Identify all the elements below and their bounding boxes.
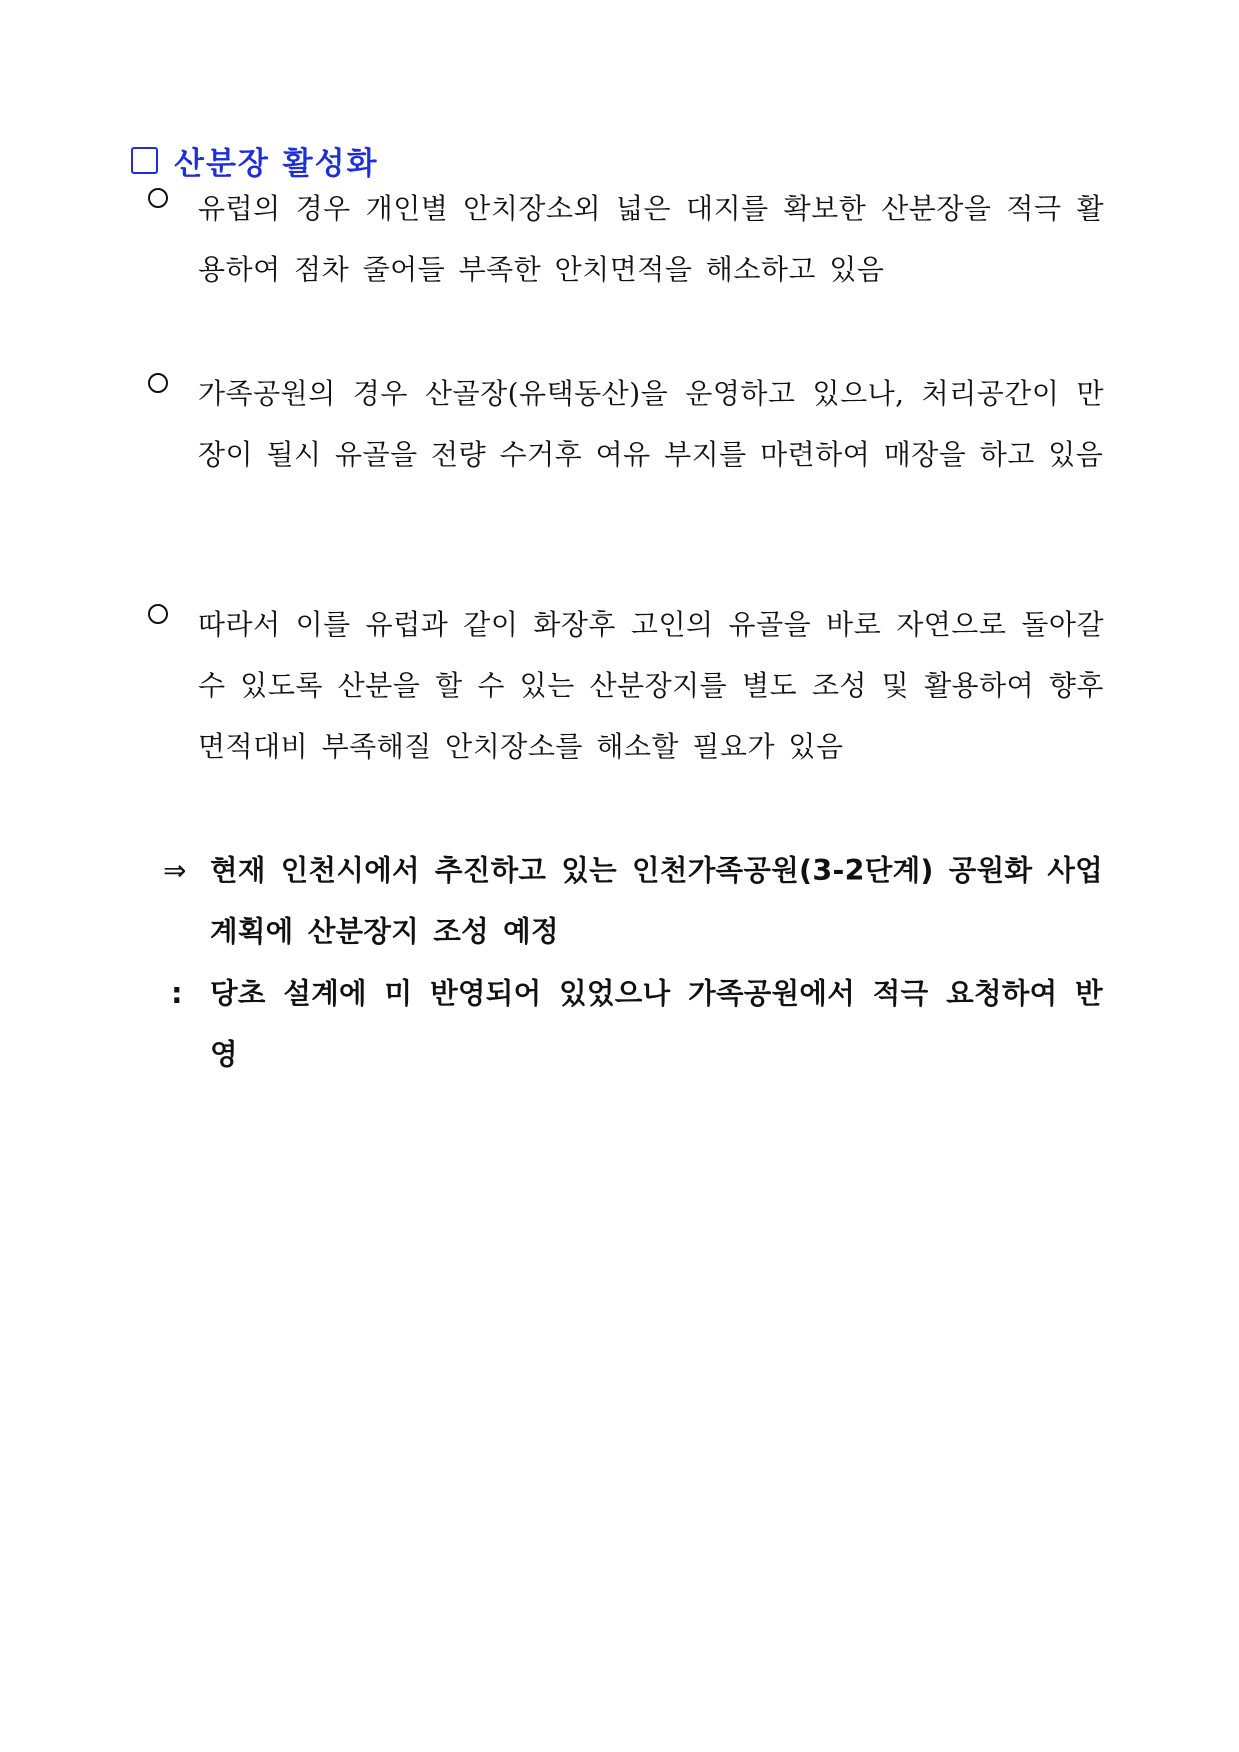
note-text: 당초 설계에 미 반영되어 있었으나 가족공원에서 적극 요청하여 반영 bbox=[210, 977, 1103, 1071]
circle-bullet-icon bbox=[148, 604, 168, 624]
checkbox-square-icon bbox=[131, 147, 158, 174]
circle-bullet-icon bbox=[148, 373, 168, 393]
bullet-item-family-park bbox=[148, 363, 1108, 485]
bullet-text: 따라서 이를 유럽과 같이 화장후 고인의 유골을 바로 자연으로 돌아갈 수 있도록 산분을 할 수 있는 산분장지를 별도 조성 및 활용하여 향후 면적대비 부족해질 안치장소를 해소할 필요가 있음 bbox=[198, 608, 1104, 763]
note-item bbox=[163, 963, 1108, 1085]
bullet-item-europe bbox=[148, 178, 1108, 300]
circle-bullet-icon bbox=[148, 188, 168, 208]
conclusion-text: 현재 인천시에서 추진하고 있는 인천가족공원(3-2단계) 공원화 사업 계획에 산분장지 조성 예정 bbox=[210, 854, 1103, 948]
double-arrow-icon: ⇒ bbox=[163, 854, 187, 887]
bullet-text: 가족공원의 경우 산골장(유택동산)을 운영하고 있으나, 처리공간이 만장이 될시 유골을 전량 수거후 여유 부지를 마련하여 매장을 하고 있음 bbox=[198, 377, 1104, 471]
section-title: 산분장 활성화 bbox=[174, 146, 379, 182]
bullet-text: 유럽의 경우 개인별 안치장소외 넓은 대지를 확보한 산분장을 적극 활용하여 점차 줄어들 부족한 안치면적을 해소하고 있음 bbox=[198, 192, 1104, 286]
conclusion-item bbox=[163, 840, 1108, 962]
section-heading bbox=[131, 138, 378, 183]
bullet-item-proposal bbox=[148, 594, 1108, 777]
note-marker: : bbox=[171, 976, 183, 1010]
